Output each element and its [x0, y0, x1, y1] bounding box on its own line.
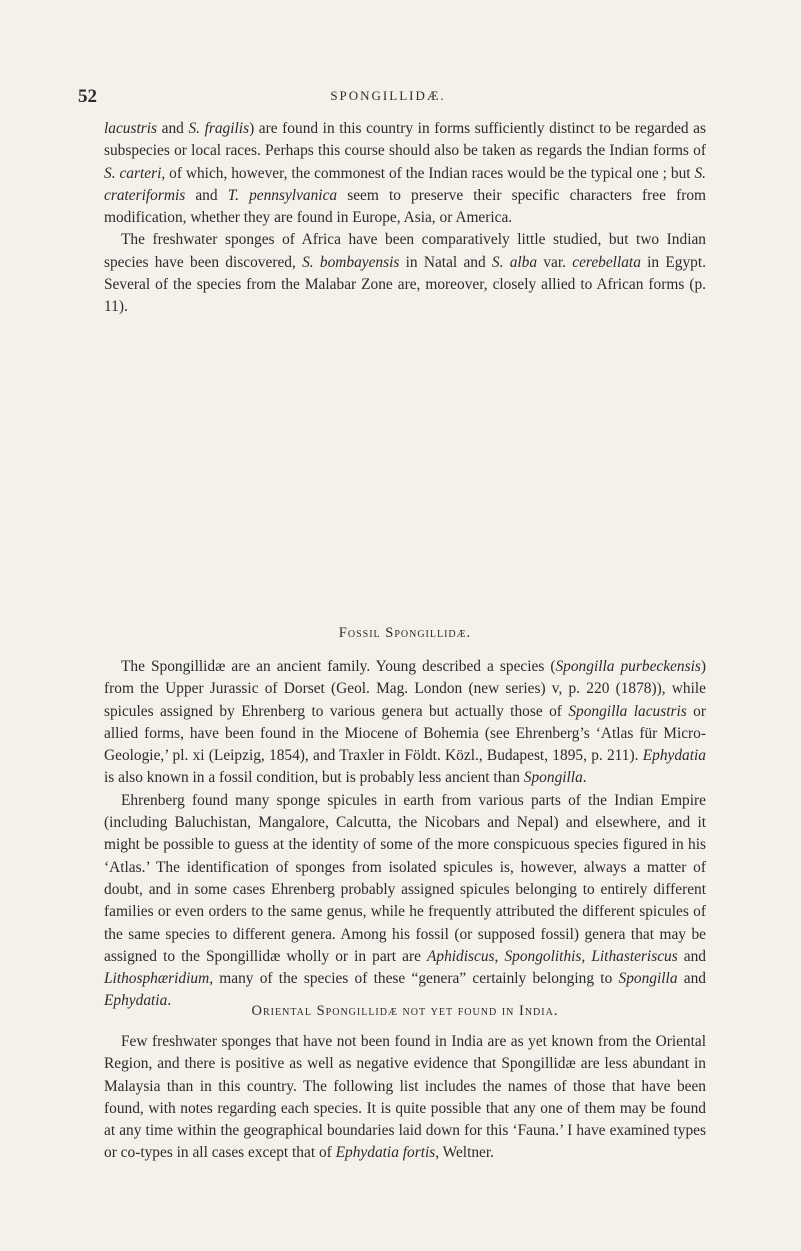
- paragraph: [104, 656, 706, 790]
- text-run: , many of the species of these “genera” certainly belonging to: [209, 970, 619, 988]
- italic-term: Spongilla: [523, 769, 583, 787]
- text-run: Ehrenberg found many sponge spicules in earth from various parts of the Indian Empire (including Baluchistan, Mangalore, Calcutta, the Nicobars and Nepal) and elsewhere, and it might be possible to guess at the identity of some of the more conspicuous species figured in his ‘Atlas.’ The identification of sponges from isolated spicules is, however, always a matter of doubt, and in some cases Ehrenberg probably assigned spicules belonging to entirely different families or even orders to the same genus, while he frequently attributed the different spicules of the same species to different genera. Among his fossil (or supposed fossil) genera that may be assigned to the Spongillidæ wholly or in part are: [104, 791, 706, 965]
- italic-term: Ephydatia: [104, 992, 168, 1010]
- text-run: .: [582, 769, 587, 787]
- text-run: and: [677, 947, 707, 965]
- paragraph: [104, 1031, 706, 1165]
- italic-term: S. fragilis: [188, 120, 250, 137]
- text-run: and: [185, 186, 228, 204]
- text-run: in Natal and: [399, 253, 492, 271]
- italic-term: T. pennsylvanica: [227, 186, 338, 204]
- section-oriental-text: [104, 1031, 706, 1165]
- italic-term: S. bombayensis: [302, 253, 400, 271]
- page-number: 52: [78, 86, 97, 107]
- section-intro-text: [104, 118, 706, 319]
- text-run: The freshwater sponges of Africa have been comparatively little studied, but two Indian species have been discovered,: [104, 231, 706, 271]
- italic-term: lacustris: [104, 120, 158, 137]
- text-run: and: [157, 120, 189, 137]
- italic-term: Spongilla: [618, 970, 678, 988]
- text-run: .: [167, 992, 172, 1010]
- text-run: , Weltner.: [435, 1144, 495, 1162]
- page-header: [78, 86, 698, 116]
- text-run: is also known in a fossil condition, but is probably less ancient than: [104, 769, 524, 787]
- italic-term: Spongilla purbeckensis: [555, 658, 701, 675]
- text-run: var.: [537, 253, 573, 271]
- italic-term: cerebellata: [572, 253, 641, 271]
- italic-term: Ephydatia fortis: [335, 1144, 436, 1162]
- section-heading-oriental: [104, 1003, 706, 1020]
- text-run: ,: [581, 947, 592, 965]
- italic-term: Ephydatia: [642, 747, 706, 765]
- text-run: ) from the Upper Jurassic of Dorset (Geol. Mag. London (new series) v, p. 220 (1878)), while spicules assigned by Ehrenberg to various genera but actually those of: [104, 658, 706, 720]
- text-run: or allied forms, have been found in the Miocene of Bohemia (see Ehrenberg’s ‘Atlas für Micro-Geologie,’ pl. xi (Leipzig, 1854), and Traxler in Földt. Közl., Budapest, 1895, p. 211).: [104, 702, 706, 765]
- paragraph: [104, 790, 706, 1013]
- paragraph: [104, 118, 706, 229]
- section-heading-label: Fossil Spongillidæ.: [338, 625, 472, 641]
- paragraph: [104, 229, 706, 318]
- italic-term: Spongolithis: [504, 947, 582, 965]
- text-run: seem to preserve their specific characters free from modification, whether they are found in Europe, Asia, or America.: [104, 186, 706, 227]
- italic-term: S. crateriformis: [104, 164, 707, 204]
- running-head: SPONGILLIDÆ.: [330, 88, 446, 103]
- italic-term: Lithasteriscus: [591, 947, 678, 965]
- italic-term: Spongilla lacustris: [568, 702, 687, 720]
- section-fossil-text: [104, 656, 706, 1013]
- italic-term: S. alba: [491, 253, 538, 271]
- italic-term: Aphidiscus: [426, 947, 495, 965]
- text-run: in Egypt. Several of the species from the Malabar Zone are, moreover, closely allied to African forms (p. 11).: [104, 253, 706, 316]
- text-run: and: [677, 970, 706, 988]
- section-heading-fossil: [104, 625, 706, 642]
- text-run: The Spongillidæ are an ancient family. Young described a species (: [121, 658, 556, 675]
- text-run: ) are found in this country in forms sufficiently distinct to be regarded as subspecies or local races. Perhaps this course should also be taken as regards the Indian forms of: [104, 120, 707, 160]
- section-heading-label: Oriental Spongillidæ not yet found in India.: [251, 1003, 559, 1019]
- text-run: ,: [494, 947, 505, 965]
- text-run: Few freshwater sponges that have not been found in India are as yet known from the Oriental Region, and there is positive as well as negative evidence that Spongillidæ are less abundant in Malaysia than in this country. The following list includes the names of those that have been found, with notes regarding each species. It is quite possible that any one of them may be found at any time within the geographical boundaries laid down for this ‘Fauna.’ I have examined types or co-types in all cases except that of: [104, 1033, 706, 1162]
- italic-term: S. carteri: [104, 164, 162, 182]
- text-run: , of which, however, the commonest of the Indian races would be the typical one ; but: [161, 164, 695, 182]
- italic-term: Lithosphæridium: [104, 970, 210, 988]
